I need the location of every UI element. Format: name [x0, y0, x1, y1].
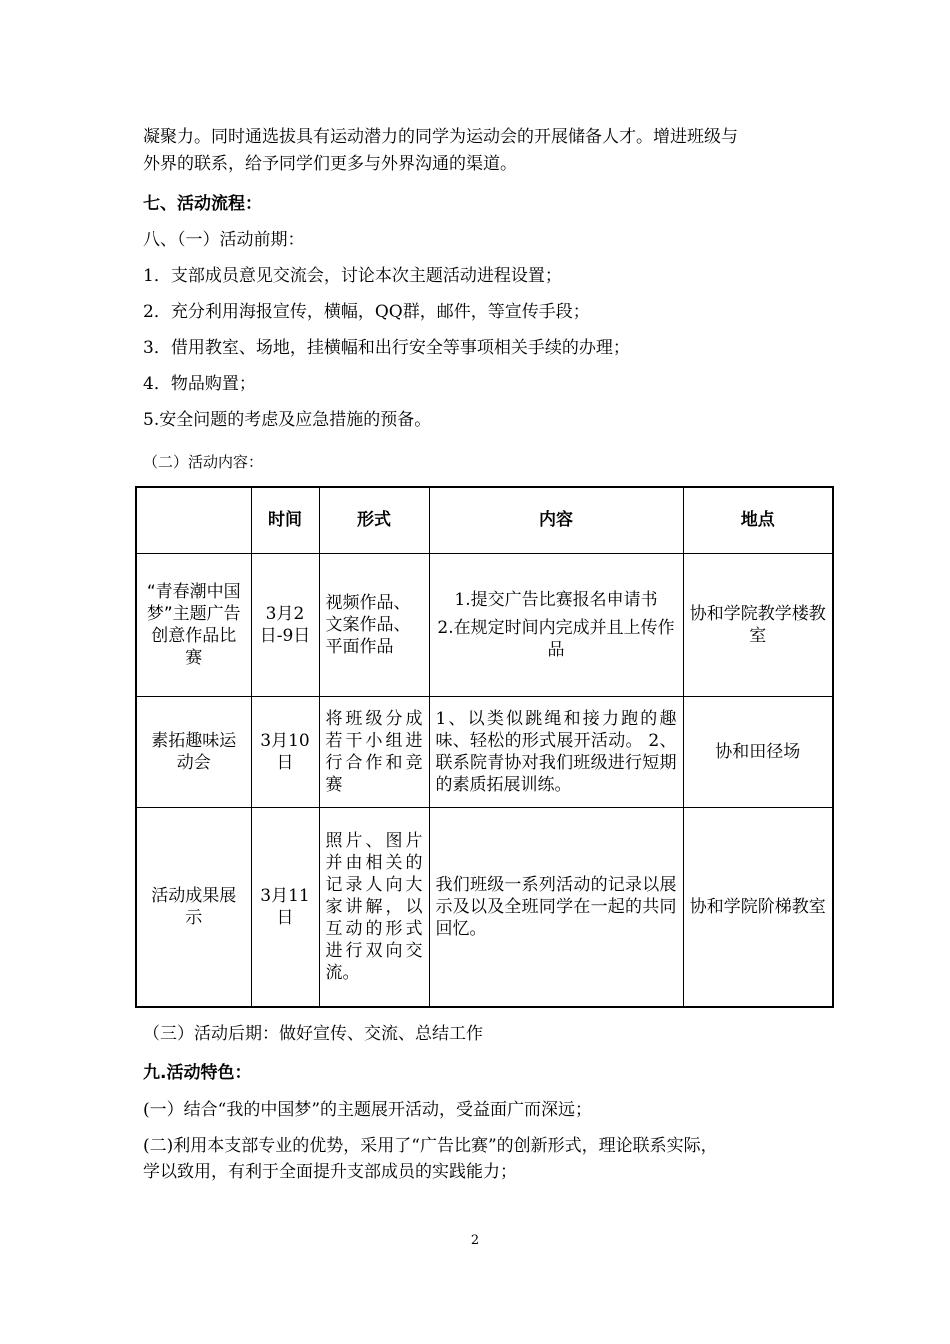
section-heading-7: 七、活动流程： — [143, 194, 262, 214]
list-item: (二)利用本支部专业的优势，采用了“广告比赛”的创新形式，理论联系实际， — [143, 1136, 718, 1156]
activity-place: 协和学院教学楼教室 — [683, 553, 833, 696]
subsection-heading: （三）活动后期：做好宣传、交流、总结工作 — [143, 1024, 483, 1044]
list-item: 1．支部成员意见交流会，讨论本次主题活动进程设置； — [143, 266, 562, 286]
subsection-heading: （二）活动内容： — [143, 453, 264, 471]
content-item: 1、以类似跳绳和接力跑的趣味、轻松的形式展开活动。 — [435, 708, 677, 751]
activity-content — [429, 696, 683, 807]
list-item: 4．物品购置； — [143, 374, 256, 394]
table-header — [136, 487, 251, 553]
paragraph-line: 外界的联系，给予同学们更多与外界沟通的渠道。 — [143, 154, 517, 174]
activity-place: 协和学院阶梯教室 — [683, 807, 833, 1007]
table-row — [136, 696, 833, 807]
table-header-row — [136, 487, 833, 553]
activity-time: 3月10日 — [251, 696, 319, 807]
activity-content: 我们班级一系列活动的记录以展示及以及全班同学在一起的共同回忆。 — [429, 807, 683, 1007]
activity-table — [135, 486, 834, 1008]
content-item: 2.在规定时间内完成并且上传作品 — [437, 617, 675, 660]
activity-form: 将班级分成若干小组进行合作和竞赛 — [319, 696, 429, 807]
activity-time: 3月11日 — [251, 807, 319, 1007]
activity-form: 照片、图片并由相关的记录人向大家讲解，以互动的形式进行双向交流。 — [319, 807, 429, 1007]
activity-name: 素拓趣味运动会 — [136, 696, 251, 807]
section-heading-9: 九.活动特色： — [143, 1063, 252, 1083]
activity-time: 3月2日-9日 — [251, 553, 319, 696]
activity-place: 协和田径场 — [683, 696, 833, 807]
list-item: (一）结合“我的中国梦”的主题展开活动，受益面广而深远； — [143, 1100, 593, 1120]
activity-name: “青春潮中国梦”主题广告创意作品比赛 — [136, 553, 251, 696]
section-heading-8: 八、（一）活动前期： — [143, 230, 305, 250]
list-item: 3．借用教室、场地，挂横幅和出行安全等事项相关手续的办理； — [143, 338, 630, 358]
list-item: 2．充分利用海报宣传，横幅，QQ群，邮件，等宣传手段； — [143, 302, 590, 322]
list-item: 学以致用，有利于全面提升支部成员的实践能力； — [143, 1162, 517, 1182]
activity-content — [429, 553, 683, 696]
table-header: 形式 — [319, 487, 429, 553]
page-number: 2 — [470, 1233, 480, 1248]
content-item: 1.提交广告比赛报名申请书 — [454, 589, 658, 610]
content-item: 2、联系院青协对我们班级进行短期的素质拓展训练。 — [435, 730, 677, 795]
table-header: 内容 — [429, 487, 683, 553]
table-header: 时间 — [251, 487, 319, 553]
table-header: 地点 — [683, 487, 833, 553]
list-item: 5.安全问题的考虑及应急措施的预备。 — [143, 410, 432, 430]
activity-name: 活动成果展示 — [136, 807, 251, 1007]
table-row — [136, 807, 833, 1007]
table-row — [136, 553, 833, 696]
paragraph-line: 凝聚力。同时通选拔具有运动潜力的同学为运动会的开展储备人才。增进班级与 — [143, 127, 738, 147]
activity-form: 视频作品、文案作品、平面作品 — [319, 553, 429, 696]
